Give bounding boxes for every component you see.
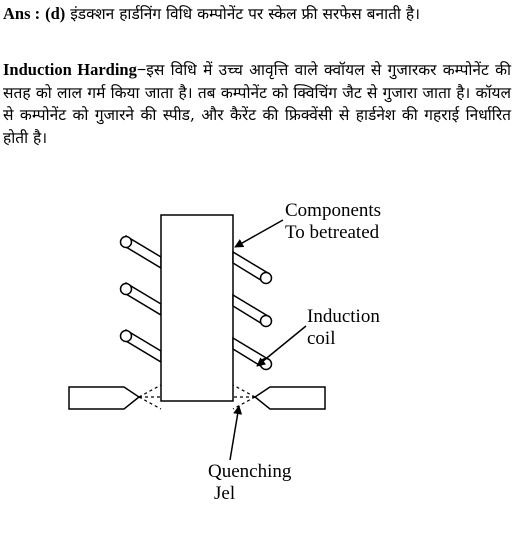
label-quenching-line2: Jel (214, 483, 236, 504)
component-body (161, 215, 233, 401)
coil-end-left-2 (121, 284, 132, 295)
label-quenching-line1: Quenching (208, 461, 292, 482)
quenching-jet-arrow (230, 406, 239, 460)
coil-end-right-1 (261, 273, 272, 284)
induction-hardening-diagram (0, 195, 514, 529)
label-components-line2: To betreated (285, 222, 380, 243)
induction-coil-right (233, 252, 272, 370)
answer-prefix: Ans : (3, 4, 41, 23)
coil-end-right-3 (261, 359, 272, 370)
answer-option: (d) (45, 4, 66, 23)
description-dash: − (136, 60, 147, 79)
coil-end-right-2 (261, 316, 272, 327)
quenching-nozzle-right (255, 387, 325, 409)
quenching-nozzle-left (69, 387, 139, 409)
coil-end-left-1 (121, 237, 132, 248)
label-components-line1: Components (285, 200, 382, 221)
diagram-canvas (0, 195, 514, 529)
spray-right-bottom (233, 397, 255, 409)
description-term: Induction Harding (3, 60, 137, 79)
description-paragraph (3, 59, 511, 149)
coil-end-left-3 (121, 331, 132, 342)
spray-left-bottom (139, 397, 161, 409)
spray-left-top (139, 385, 161, 397)
induction-coil-arrow (257, 326, 306, 366)
label-induction-line2: coil (307, 328, 336, 349)
answer-text: इंडक्शन हार्डनिंग विधि कम्पोनेंट पर स्केल फ्री सरफेस बनाती है। (70, 5, 420, 23)
spray-right-top (233, 385, 255, 397)
induction-coil-left (121, 236, 162, 362)
label-induction-line1: Induction (307, 306, 380, 327)
components-arrow (235, 220, 283, 247)
description-text: इस विधि में उच्च आवृत्ति वाले क्वॉयल से गुजारकर कम्पोनेंट की सतह को लाल गर्म किया जाता है। तब कम्पोनेंट को क्विचिंग जैट से गुजारा जाता है। कॉयल से कम्पोनेंट को गुजारने की स्पीड, और कैरेंट की फ्रिक्वेंसी से हार्डनेश की गहराई निर्धारित होती है। (3, 61, 511, 147)
answer-paragraph (3, 3, 511, 26)
